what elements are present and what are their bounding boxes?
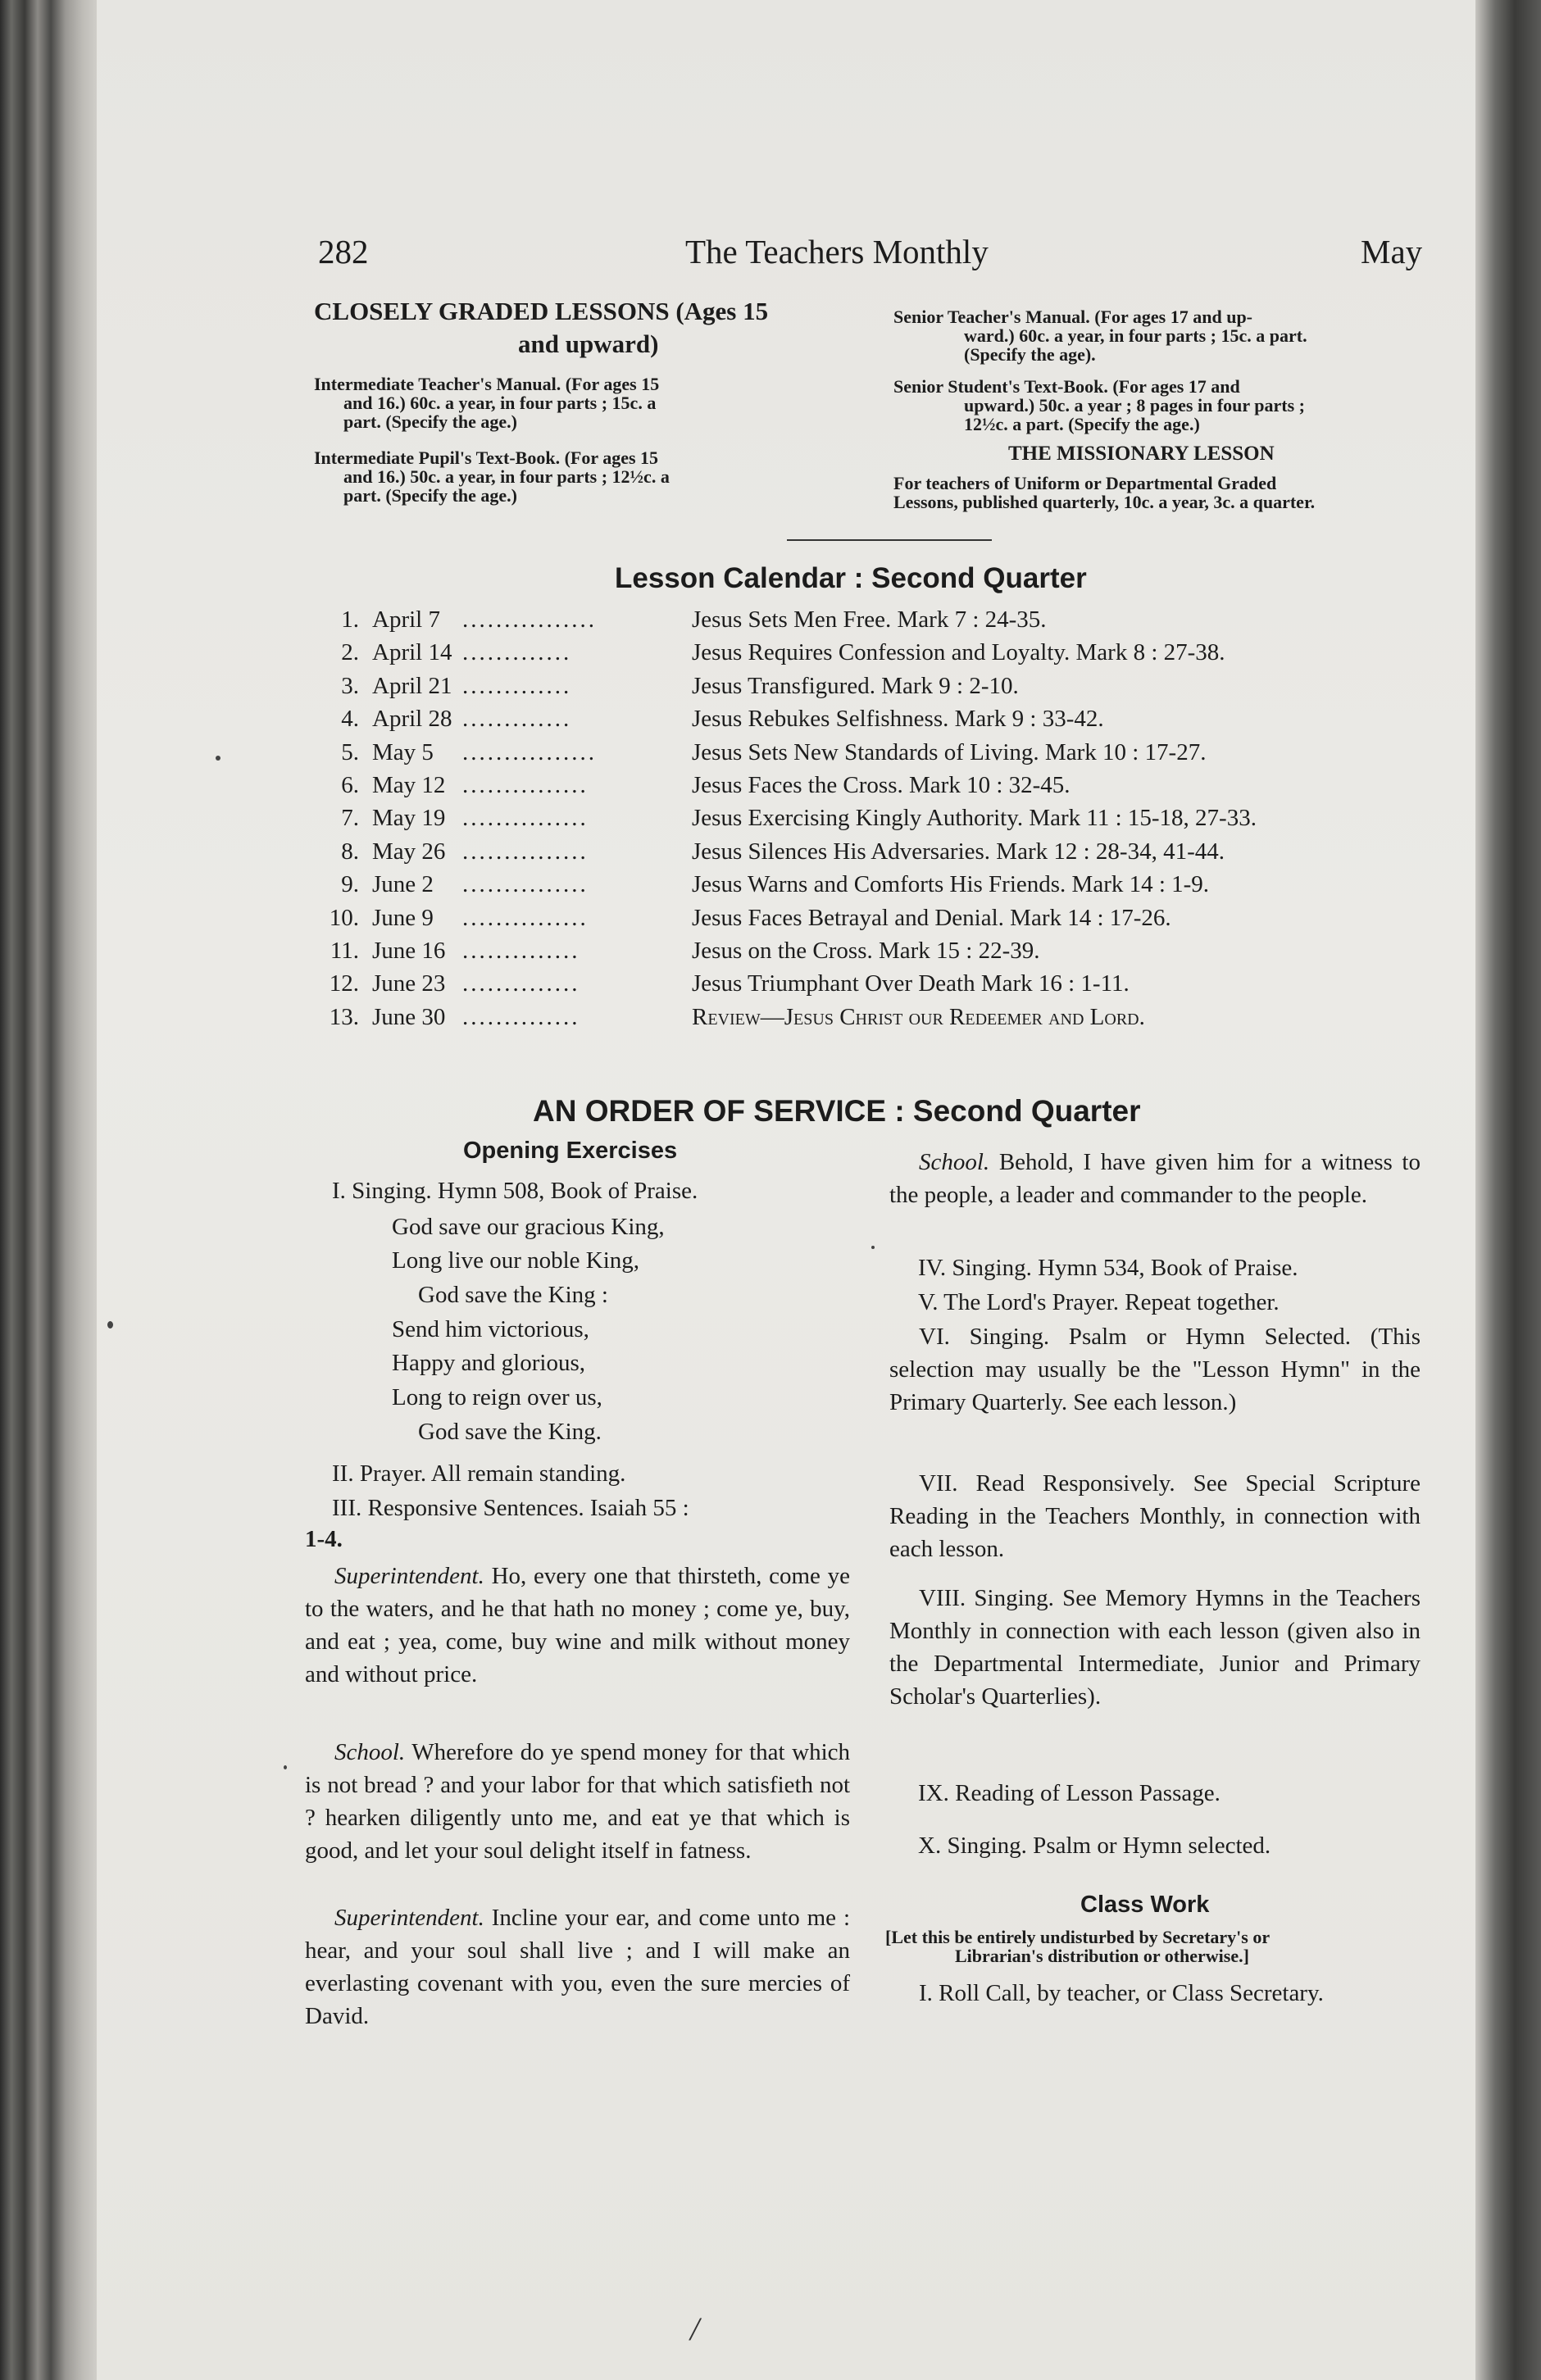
roll-call: I. Roll Call, by teacher, or Class Secretary. bbox=[919, 1980, 1324, 2006]
calendar-leader-dots: ............. bbox=[462, 706, 572, 733]
calendar-num: 13. bbox=[329, 1003, 359, 1030]
calendar-date: April 21 bbox=[372, 672, 452, 699]
hymn-line-3: God save the King : bbox=[418, 1282, 608, 1308]
calendar-date: June 9 bbox=[372, 904, 434, 931]
singing-1: I. Singing. Hymn 508, Book of Praise. bbox=[332, 1178, 698, 1204]
intermediate-pupil-textbook: Intermediate Pupil's Text-Book. (For ages 15 and 16.) 50c. a year, in four parts ; 12½c. a part. (Specify the age.) bbox=[314, 447, 670, 506]
calendar-leader-dots: ............... bbox=[462, 772, 589, 798]
graded-heading-line2: and upward) bbox=[518, 329, 659, 358]
speck bbox=[871, 1246, 875, 1249]
calendar-topic: Jesus on the Cross. Mark 15 : 22-39. bbox=[692, 938, 1040, 964]
singing-4: IV. Singing. Hymn 534, Book of Praise. bbox=[918, 1255, 1298, 1281]
calendar-row bbox=[326, 802, 1441, 834]
hymn-line-7: God save the King. bbox=[418, 1419, 602, 1445]
calendar-num: 1. bbox=[341, 606, 359, 633]
calendar-leader-dots: .............. bbox=[462, 938, 580, 964]
calendar-row bbox=[326, 1001, 1441, 1033]
page-month: May bbox=[1361, 233, 1423, 270]
calendar-topic: Jesus Transfigured. Mark 9 : 2-10. bbox=[692, 672, 1019, 699]
opening-exercises-heading: Opening Exercises bbox=[463, 1138, 678, 1164]
calendar-num: 6. bbox=[341, 772, 359, 798]
calendar-num: 8. bbox=[341, 838, 359, 865]
calendar-num: 9. bbox=[341, 871, 359, 898]
calendar-date: May 19 bbox=[372, 805, 446, 832]
calendar-date: June 30 bbox=[372, 1003, 446, 1030]
calendar-row bbox=[326, 934, 1441, 967]
calendar-row bbox=[326, 603, 1441, 636]
singing-10: X. Singing. Psalm or Hymn selected. bbox=[918, 1833, 1271, 1859]
calendar-date: June 23 bbox=[372, 970, 446, 997]
calendar-topic: Jesus Faces Betrayal and Denial. Mark 14 : 17-26. bbox=[692, 904, 1171, 931]
calendar-num: 3. bbox=[341, 672, 359, 699]
school-1: School. Wherefore do ye spend money for that which is not bread ? and your labor for that which satisfieth not ? hearken diligently unto me, and eat ye that which is good, and let your soul delight itself in fatness. bbox=[305, 1739, 850, 1864]
calendar-num: 11. bbox=[330, 938, 359, 964]
page-number: 282 bbox=[318, 233, 369, 270]
calendar-row bbox=[326, 868, 1441, 901]
class-work-note-line1: [Let this be entirely undisturbed by Secretary's or bbox=[885, 1927, 1271, 1947]
calendar-row bbox=[326, 967, 1441, 1000]
hymn-line-1: God save our gracious King, bbox=[392, 1214, 665, 1240]
calendar-num: 2. bbox=[341, 639, 359, 666]
order-heading: AN ORDER OF SERVICE : Second Quarter bbox=[533, 1094, 1141, 1128]
calendar-topic: Jesus Silences His Adversaries. Mark 12 : 28-34, 41-44. bbox=[692, 838, 1225, 865]
calendar-date: June 2 bbox=[372, 871, 434, 898]
calendar-topic: Jesus Faces the Cross. Mark 10 : 32-45. bbox=[692, 772, 1071, 798]
calendar-leader-dots: .............. bbox=[462, 970, 580, 997]
calendar-leader-dots: ................ bbox=[462, 606, 597, 633]
calendar-leader-dots: ............. bbox=[462, 672, 572, 699]
superintendent-2: Superintendent. Incline your ear, and come unto me : hear, and your soul shall live ; and I will make an everlasting covenant with you, even the sure mercies of David. bbox=[305, 1905, 850, 2029]
calendar-topic: Jesus Sets Men Free. Mark 7 : 24-35. bbox=[692, 606, 1047, 633]
hymn-line-6: Long to reign over us, bbox=[392, 1384, 602, 1410]
calendar-leader-dots: ................ bbox=[462, 738, 597, 765]
calendar-topic: Jesus Exercising Kingly Authority. Mark 11 : 15-18, 27-33. bbox=[692, 805, 1257, 832]
graded-heading-line1: CLOSELY GRADED LESSONS (Ages 15 bbox=[314, 297, 769, 325]
calendar-row bbox=[326, 769, 1441, 802]
singing-6: VI. Singing. Psalm or Hymn Selected. (This selection may usually be the "Lesson Hymn" in the Primary Quarterly. See each lesson.) bbox=[889, 1324, 1421, 1415]
singing-8: VIII. Singing. See Memory Hymns in the Teachers Monthly in connection with each lesson (given also in the Departmental Intermediate, Junior and Primary Scholar's Quarterlies). bbox=[889, 1585, 1421, 1710]
book-edge-shadow bbox=[1475, 0, 1541, 2380]
calendar-row bbox=[326, 702, 1441, 735]
page-title: The Teachers Monthly bbox=[685, 233, 989, 270]
speck bbox=[216, 756, 220, 761]
calendar-heading: Lesson Calendar : Second Quarter bbox=[615, 562, 1087, 594]
calendar-topic: Jesus Rebukes Selfishness. Mark 9 : 33-42. bbox=[692, 706, 1104, 733]
calendar-row bbox=[326, 835, 1441, 868]
hymn-line-2: Long live our noble King, bbox=[392, 1247, 640, 1274]
calendar-num: 10. bbox=[329, 904, 359, 931]
calendar-leader-dots: .............. bbox=[462, 1003, 580, 1030]
superintendent-1: Superintendent. Ho, every one that thirsteth, come ye to the waters, and he that hath no money ; come ye, buy, and eat ; yea, come, buy wine and milk without money and without price. bbox=[305, 1563, 850, 1687]
intermediate-teacher-manual: Intermediate Teacher's Manual. (For ages 15 and 16.) 60c. a year, in four parts ; 15c. a part. (Specify the age.) bbox=[314, 374, 660, 432]
class-work-heading: Class Work bbox=[1080, 1892, 1210, 1918]
calendar-topic: Jesus Sets New Standards of Living. Mark 10 : 17-27. bbox=[692, 738, 1207, 765]
responsive-sentences: III. Responsive Sentences. Isaiah 55 : bbox=[332, 1495, 689, 1521]
calendar-row bbox=[326, 736, 1441, 769]
calendar-date: April 7 bbox=[372, 606, 440, 633]
section-divider bbox=[787, 539, 992, 541]
book-binding-shadow bbox=[0, 0, 97, 2380]
calendar-date: May 12 bbox=[372, 772, 446, 798]
footer-mark: / bbox=[690, 2310, 700, 2347]
calendar-topic: Jesus Warns and Comforts His Friends. Mark 14 : 1-9. bbox=[692, 871, 1210, 898]
calendar-date: April 14 bbox=[372, 639, 452, 666]
calendar-num: 5. bbox=[341, 738, 359, 765]
calendar-leader-dots: ............... bbox=[462, 805, 589, 832]
lords-prayer: V. The Lord's Prayer. Repeat together. bbox=[918, 1289, 1280, 1315]
calendar-num: 7. bbox=[341, 805, 359, 832]
calendar-date: June 16 bbox=[372, 938, 446, 964]
calendar-leader-dots: ............... bbox=[462, 838, 589, 865]
calendar-row bbox=[326, 636, 1441, 669]
calendar-num: 12. bbox=[329, 970, 359, 997]
speck bbox=[107, 1321, 113, 1329]
senior-student-textbook: Senior Student's Text-Book. (For ages 17 and upward.) 50c. a year ; 8 pages in four parts ; 12½c. a part. (Specify the age.) bbox=[893, 376, 1305, 434]
calendar-num: 4. bbox=[341, 706, 359, 733]
calendar-leader-dots: ............... bbox=[462, 904, 589, 931]
calendar-date: April 28 bbox=[372, 706, 452, 733]
speck bbox=[284, 1765, 287, 1769]
missionary-description: For teachers of Uniform or Departmental Graded Lessons, published quarterly, 10c. a year, 3c. a quarter. bbox=[893, 473, 1316, 512]
hymn-line-5: Happy and glorious, bbox=[392, 1350, 585, 1376]
responsive-ref: 1-4. bbox=[305, 1526, 343, 1552]
reading-lesson-passage: IX. Reading of Lesson Passage. bbox=[918, 1780, 1221, 1806]
read-responsively: VII. Read Responsively. See Special Scripture Reading in the Teachers Monthly, in connection with each lesson. bbox=[889, 1470, 1421, 1562]
calendar-date: May 26 bbox=[372, 838, 446, 865]
calendar-topic: Jesus Triumphant Over Death Mark 16 : 1-11. bbox=[692, 970, 1130, 997]
calendar-leader-dots: ............. bbox=[462, 639, 572, 666]
prayer: II. Prayer. All remain standing. bbox=[332, 1460, 626, 1487]
class-work-note-line2: Librarian's distribution or otherwise.] bbox=[955, 1946, 1249, 1966]
missionary-heading: THE MISSIONARY LESSON bbox=[1008, 443, 1275, 465]
calendar-row bbox=[326, 670, 1441, 702]
senior-teacher-manual: Senior Teacher's Manual. (For ages 17 and up- ward.) 60c. a year, in four parts ; 15c. a part. (Specify the age). bbox=[893, 307, 1307, 365]
calendar-leader-dots: ............... bbox=[462, 871, 589, 898]
calendar-date: May 5 bbox=[372, 738, 434, 765]
calendar-row bbox=[326, 902, 1441, 934]
hymn-line-4: Send him victorious, bbox=[392, 1316, 589, 1342]
school-2: School. Behold, I have given him for a witness to the people, a leader and commander to the people. bbox=[889, 1149, 1421, 1208]
calendar-topic: Review—Jesus Christ our Redeemer and Lord. bbox=[692, 1003, 1145, 1030]
calendar-topic: Jesus Requires Confession and Loyalty. Mark 8 : 27-38. bbox=[692, 639, 1225, 666]
